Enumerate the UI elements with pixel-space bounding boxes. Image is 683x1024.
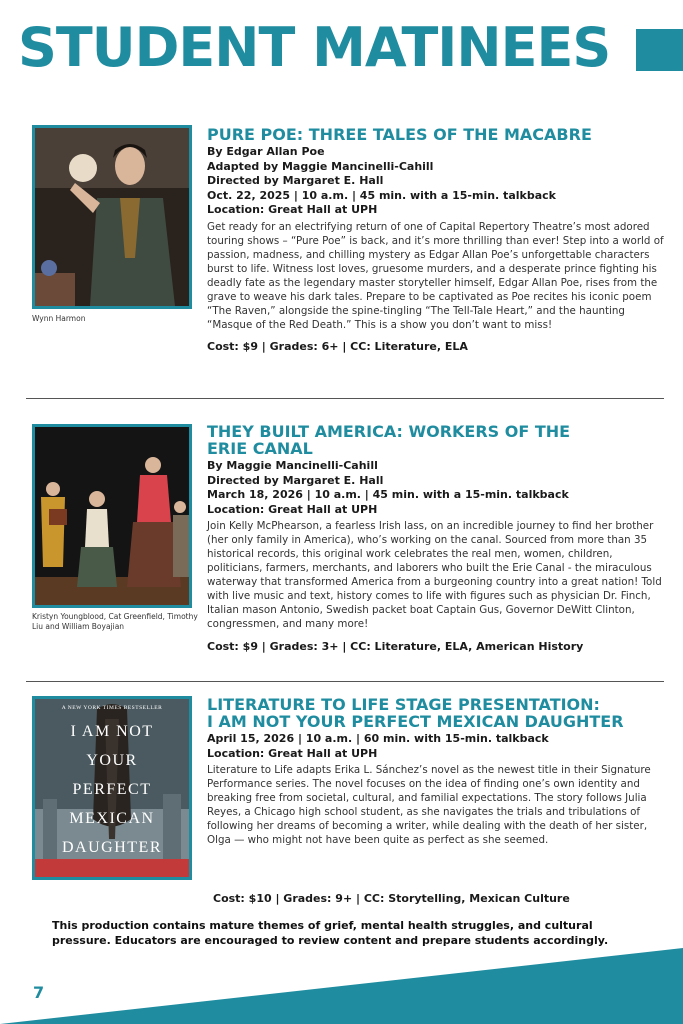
pure-poe-caption: Wynn Harmon [32, 314, 86, 323]
erie-canal-description: Join Kelly McPhearson, a fearless Irish lass, on an incredible journey to find her brother (her only family in America), who’s working on the canal. Sourced from more than 35 historical records, this original work celebrates the real men, women, children, politicians, farmers, merchants, and laborers who built the Erie Canal - the miraculous waterway that transformed America from a burgeoning country into a great nation! Told with live music and text, history comes to life with figures such as physician Dr. Finch, Italian mason Antonio, Swedish packet boat Captain Gus, Governor DeWitt Clinton, congressmen, and many more! [207, 520, 662, 630]
footer-accent [0, 940, 683, 1024]
book-cover-line: YOUR [86, 752, 138, 769]
pure-poe-location: Location: Great Hall at UPH [207, 203, 378, 216]
erie-canal-title [207, 423, 667, 457]
erie-canal-title-line-2: ERIE CANAL [207, 439, 313, 458]
literature-to-life-location: Location: Great Hall at UPH [207, 746, 378, 760]
pure-poe-content [207, 126, 667, 354]
book-cover-title [35, 717, 189, 862]
pure-poe-photo [32, 125, 192, 309]
literature-to-life-title-line-2: I AM NOT YOUR PERFECT MEXICAN DAUGHTER [207, 712, 624, 731]
title-accent-block [636, 29, 683, 71]
book-cover-tagline: A NEW YORK TIMES BESTSELLER [61, 705, 163, 711]
pure-poe-adapter: Adapted by Maggie Mancinelli-Cahill [207, 159, 434, 173]
literature-to-life-description: Literature to Life adapts Erika L. Sánchez’s novel as the newest title in their Signature Performance series. The novel focuses on the idea of finding one’s own identity and breaking free from societal, cultural, and familial expectations. The story follows Julia Reyes, a Chicago high school student, as she navigates the trials and tribulations of following her dreams of becoming a writer, while dealing with the death of her sister, Olga — who might not have been quite as perfect as she seemed. [207, 764, 651, 846]
literature-to-life-cost: Cost: $10 | Grades: 9+ | CC: Storytelling, Mexican Culture [213, 892, 570, 905]
pure-poe-author: By Edgar Allan Poe [207, 145, 325, 158]
book-cover [32, 696, 192, 880]
literature-to-life-content [207, 696, 667, 847]
erie-canal-director: Directed by Margaret E. Hall [207, 473, 384, 487]
literature-to-life-title-line-1: LITERATURE TO LIFE STAGE PRESENTATION: [207, 695, 600, 714]
pure-poe-title-line: PURE POE: THREE TALES OF THE MACABRE [207, 125, 592, 144]
pure-poe-photo-art [35, 128, 189, 306]
pure-poe-title [207, 126, 667, 143]
pure-poe-description: Get ready for an electrifying return of one of Capital Repertory Theatre’s most adored touring shows – “Pure Poe” is back, and it’s more thrilling than ever! Step into a world of passion, madness, and chilling mystery as Edgar Allan Poe’s unforgettable characters burst to life. Witness lost loves, gruesome murders, and a desperate prince fighting his deadly fate as the legendary master storyteller himself, Edgar Allan Poe, rises from the grave to weave his dark tales. Prepare to be captivated as Poe recites his iconic poem “The Raven,” alongside the spine-tingling “The Tell-Tale Heart,” and the haunting “Masque of the Red Death.” This is a show you don’t want to miss! [207, 220, 664, 331]
erie-canal-title-line-1: THEY BUILT AMERICA: WORKERS OF THE [207, 422, 571, 441]
book-cover-text [35, 699, 189, 862]
section-divider [26, 681, 664, 682]
pure-poe-cost: Cost: $9 | Grades: 6+ | CC: Literature, ELA [207, 339, 468, 353]
book-cover-line: I AM NOT [70, 723, 154, 740]
erie-canal-content [207, 423, 667, 654]
book-cover-line: DAUGHTER [62, 839, 162, 856]
book-cover-line: MEXICAN [69, 810, 155, 827]
literature-to-life-schedule: April 15, 2026 | 10 a.m. | 60 min. with 15-min. talkback [207, 732, 549, 745]
erie-canal-caption: Kristyn Youngblood, Cat Greenfield, Timothy Liu and William Boyajian [32, 612, 198, 631]
erie-canal-photo-art [35, 427, 189, 605]
section-divider [26, 398, 664, 399]
pure-poe-schedule: Oct. 22, 2025 | 10 a.m. | 45 min. with a 15-min. talkback [207, 188, 556, 202]
book-cover-line: PERFECT [72, 781, 152, 798]
page-title: STUDENT MATINEES [18, 16, 611, 79]
content-warning: This production contains mature themes of grief, mental health struggles, and cultural pressure. Educators are encouraged to review content and prepare students accordingly. [52, 919, 609, 947]
erie-canal-author: By Maggie Mancinelli-Cahill [207, 459, 378, 472]
erie-canal-cost: Cost: $9 | Grades: 3+ | CC: Literature, ELA, American History [207, 640, 584, 653]
erie-canal-schedule: March 18, 2026 | 10 a.m. | 45 min. with a 15-min. talkback [207, 488, 569, 501]
erie-canal-location: Location: Great Hall at UPH [207, 502, 378, 516]
literature-to-life-title [207, 696, 667, 730]
pure-poe-director: Directed by Margaret E. Hall [207, 174, 384, 187]
page-number: 7 [33, 983, 45, 1002]
erie-canal-photo [32, 424, 192, 608]
